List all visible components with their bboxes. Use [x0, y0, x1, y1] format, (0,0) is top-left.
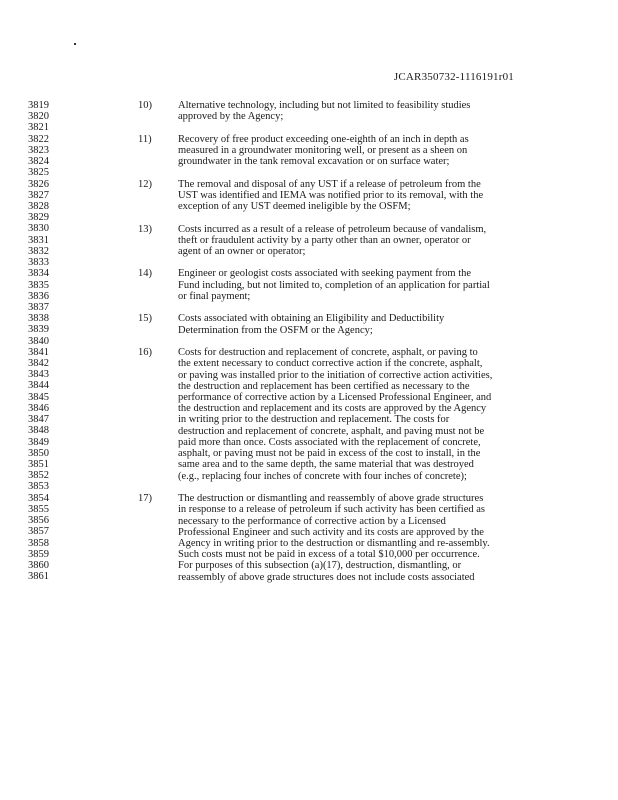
- item-text: [178, 493, 520, 583]
- line-number: 3844: [28, 380, 49, 392]
- item-text: [178, 134, 520, 168]
- item-text: [178, 224, 520, 258]
- line-number: 3847: [28, 414, 49, 426]
- text-line: reassembly of above grade structures does not include costs associated: [178, 571, 475, 583]
- item-number: 16): [138, 347, 152, 359]
- line-number-gutter: [28, 100, 68, 582]
- item-text: [178, 347, 520, 482]
- text-line: UST was identified and IEMA was notified prior to its removal, with the: [178, 189, 484, 201]
- line-number: 3819: [28, 100, 49, 111]
- item-number: 17): [138, 493, 152, 505]
- line-number: 3854: [28, 492, 49, 504]
- line-number: 3820: [28, 111, 49, 123]
- text-line: Such costs must not be paid in excess of a total $10,000 per occurrence.: [178, 549, 480, 561]
- text-line: necessary to the performance of corrective action by a Licensed: [178, 515, 446, 527]
- item-text: [178, 179, 520, 213]
- item-number: 12): [138, 178, 152, 190]
- text-line: The removal and disposal of any UST if a release of petroleum from the: [178, 178, 481, 190]
- text-line: Costs incurred as a result of a release of petroleum because of vandalism,: [178, 223, 487, 235]
- text-line: Costs for destruction and replacement of concrete, asphalt, or paving to: [178, 347, 478, 359]
- scan-speck: [74, 43, 76, 45]
- item-number: 11): [138, 133, 152, 145]
- item-number: 10): [138, 100, 152, 111]
- line-number: 3822: [28, 133, 49, 145]
- line-number: 3835: [28, 279, 49, 291]
- item-text: [178, 268, 520, 302]
- text-line: in writing prior to the destruction and replacement. The costs for: [178, 414, 450, 426]
- line-number: 3852: [28, 470, 49, 482]
- text-line: The destruction or dismantling and reassembly of above grade structures: [178, 493, 484, 505]
- text-line: measured in a groundwater monitoring well, or present as a sheen on: [178, 144, 468, 156]
- text-line: or final payment;: [178, 290, 251, 302]
- text-line: or paving was installed prior to the initiation of corrective action activities,: [178, 369, 493, 381]
- line-number: 3832: [28, 245, 49, 257]
- text-line: asphalt, or paving must not be paid in excess of the cost to install, in the: [178, 448, 481, 460]
- item-number: 13): [138, 223, 152, 235]
- text-line: in response to a release of petroleum if such activity has been certified as: [178, 504, 486, 516]
- line-number: 3853: [28, 481, 49, 493]
- line-number: 3826: [28, 178, 49, 190]
- line-number: 3861: [28, 571, 49, 583]
- line-number: 3839: [28, 324, 49, 336]
- text-line: Determination from the OSFM or the Agency;: [178, 324, 373, 336]
- line-number: 3840: [28, 335, 49, 347]
- text-line: Alternative technology, including but not limited to feasibility studies: [178, 100, 471, 111]
- line-number: 3838: [28, 313, 49, 325]
- line-number: 3837: [28, 301, 49, 313]
- line-number: 3831: [28, 234, 49, 246]
- line-number: 3850: [28, 447, 49, 459]
- text-line: approved by the Agency;: [178, 111, 284, 123]
- text-line: Costs associated with obtaining an Eligibility and Deductibility: [178, 313, 445, 325]
- text-line: the destruction and replacement has been certified as necessary to the: [178, 380, 470, 392]
- text-line: paid more than once. Costs associated with the replacement of concrete,: [178, 436, 481, 448]
- text-line: destruction and replacement of concrete, asphalt, and paving must not be: [178, 425, 485, 437]
- text-line: Fund including, but not limited to, completion of an application for partial: [178, 279, 490, 291]
- line-number: 3821: [28, 122, 49, 134]
- text-line: performance of corrective action by a Licensed Professional Engineer, and: [178, 391, 492, 403]
- text-line: the destruction and replacement and its costs are approved by the Agency: [178, 403, 487, 415]
- text-line: (e.g., replacing four inches of concrete with four inches of concrete);: [178, 470, 467, 482]
- line-number: 3860: [28, 559, 49, 571]
- text-line: For purposes of this subsection (a)(17), destruction, dismantling, or: [178, 560, 462, 572]
- line-number: 3824: [28, 156, 49, 168]
- text-line: same area and to the same depth, the same material that was destroyed: [178, 459, 474, 471]
- line-number: 3858: [28, 537, 49, 549]
- line-number: 3829: [28, 212, 49, 224]
- item-number: 14): [138, 268, 152, 280]
- line-number: 3833: [28, 257, 49, 269]
- item-text: [178, 313, 520, 335]
- line-number: 3857: [28, 526, 49, 538]
- line-number: 3825: [28, 167, 49, 179]
- text-line: Recovery of free product exceeding one-eighth of an inch in depth as: [178, 133, 469, 145]
- item-text: [178, 100, 520, 122]
- line-number: 3842: [28, 358, 49, 370]
- text-line: Agency in writing prior to the destruction or dismantling and re-assembly.: [178, 537, 490, 549]
- text-line: agent of an owner or operator;: [178, 245, 306, 257]
- document-code: JCAR350732-1116191r01: [393, 71, 514, 83]
- line-number: 3834: [28, 268, 49, 280]
- line-number: 3849: [28, 436, 49, 448]
- line-number: 3845: [28, 391, 49, 403]
- line-number: 3836: [28, 290, 49, 302]
- line-number: 3848: [28, 425, 49, 437]
- line-number: 3851: [28, 459, 49, 470]
- line-number: 3846: [28, 402, 49, 414]
- line-number: 3830: [28, 223, 49, 235]
- text-line: exception of any UST deemed ineligible by the OSFM;: [178, 201, 411, 213]
- line-number: 3856: [28, 515, 49, 527]
- line-number: 3855: [28, 503, 49, 515]
- text-line: Professional Engineer and such activity and its costs are approved by the: [178, 526, 484, 538]
- item-number: 15): [138, 313, 152, 325]
- line-number: 3843: [28, 369, 49, 381]
- line-number: 3828: [28, 200, 49, 212]
- text-line: groundwater in the tank removal excavation or on surface water;: [178, 156, 450, 168]
- line-number: 3827: [28, 189, 49, 201]
- line-number: 3841: [28, 346, 49, 358]
- text-line: theft or fraudulent activity by a party other than an owner, operator or: [178, 234, 471, 246]
- text-line: the extent necessary to conduct corrective action if the concrete, asphalt,: [178, 358, 483, 370]
- line-number: 3823: [28, 144, 49, 156]
- line-number: 3859: [28, 548, 49, 560]
- text-line: Engineer or geologist costs associated with seeking payment from the: [178, 268, 472, 280]
